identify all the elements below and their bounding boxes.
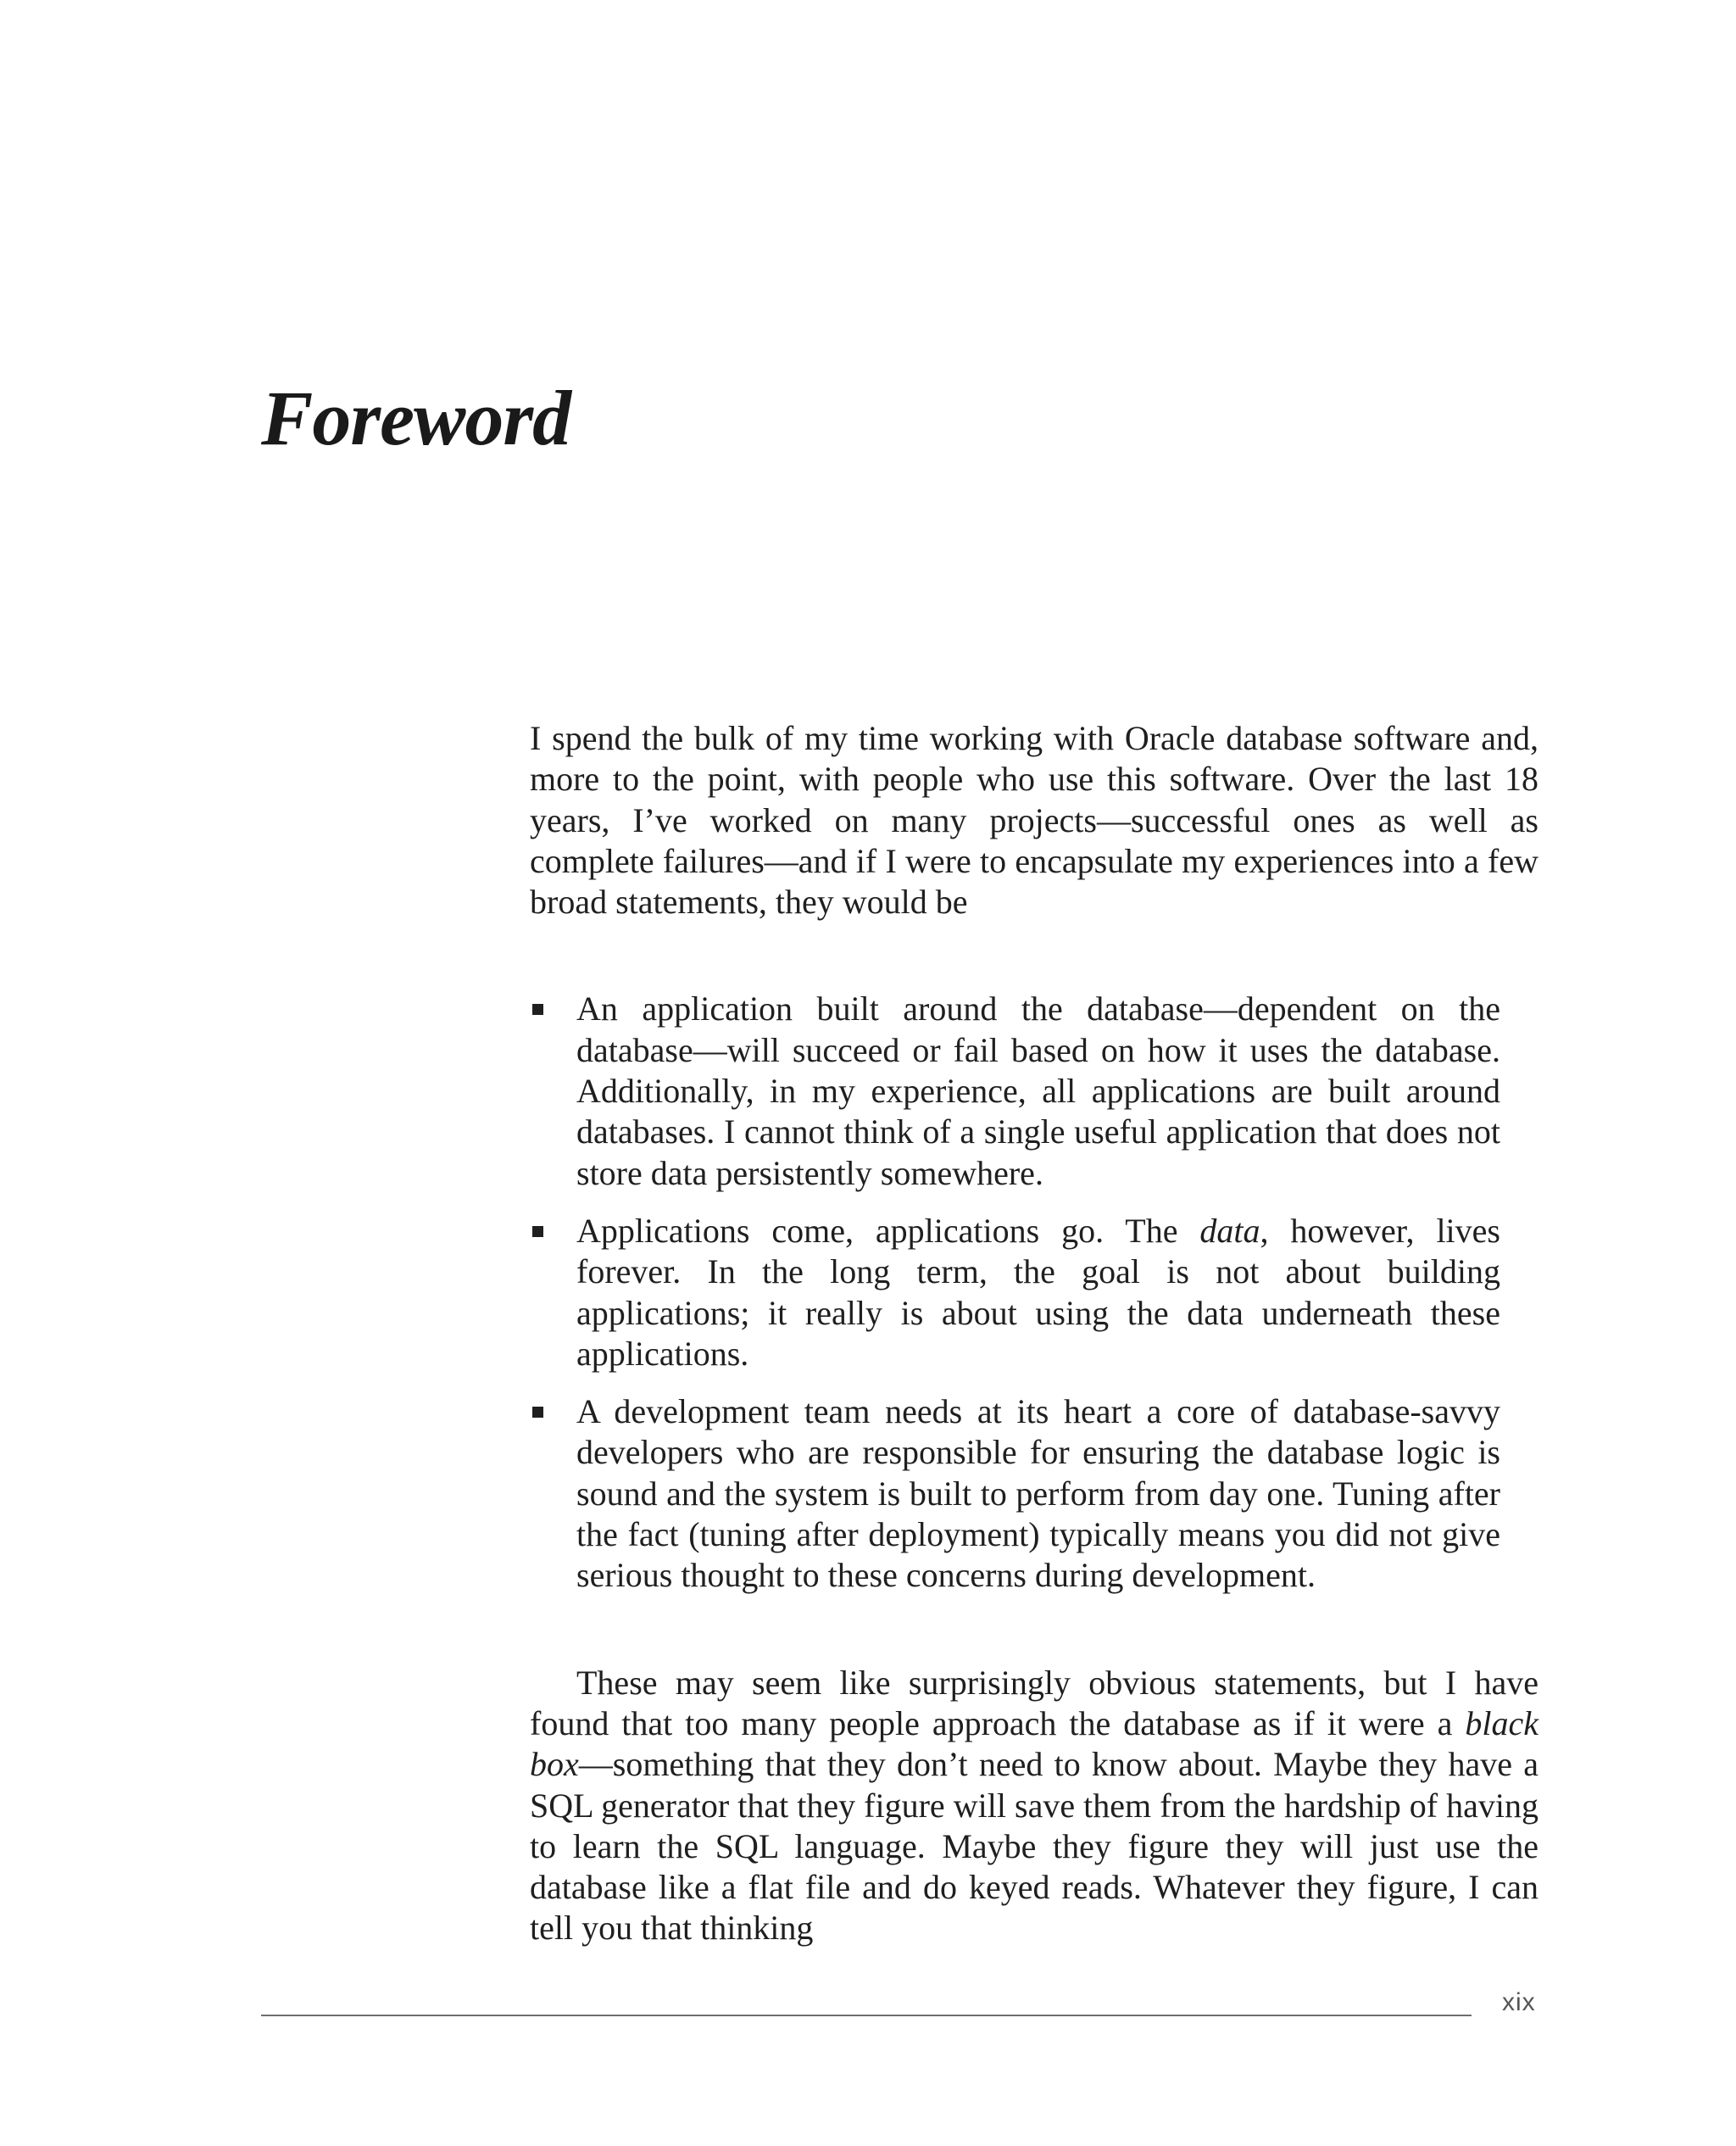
emphasis-data: data [1199, 1211, 1260, 1250]
list-item-text: An application built around the database—dependent on the database—will succeed or fail based on how it uses the database. Additionally, in my experience, all applications are built around databases. I cannot think of a single useful application that does not store data persistently somewhere. [576, 989, 1500, 1192]
statements-list [530, 989, 1538, 1596]
list-item [576, 1211, 1500, 1374]
square-bullet-icon [532, 1004, 543, 1015]
intro-paragraph: I spend the bulk of my time working with Oracle database software and, more to the point, with people who use this software. Over the last 18 years, I’ve worked on many projects—successful ones as well as complete failures—and if I were to encapsulate my experiences into a few broad statements, they would be [530, 719, 1538, 922]
square-bullet-icon [532, 1407, 543, 1418]
closing-paragraph [530, 1663, 1538, 1949]
square-bullet-icon [532, 1226, 543, 1237]
page-number: xix [1502, 1988, 1536, 2016]
emphasis-black-box: black box [530, 1703, 1538, 1784]
closing-text-start: These may seem like surprisingly obvious statements, but I have found that too many people approach the database as if it were a [530, 1663, 1538, 1742]
list-item [576, 1391, 1500, 1596]
list-item [576, 989, 1500, 1193]
footer-rule [261, 2015, 1472, 2016]
list-item-text: A development team needs at its heart a core of database-savvy developers who are responsible for ensuring the database logic is sound and the system is built to perform from day one. Tuning after the fact (tuning after deployment) typically means you did not give serious thought to these concerns during development. [576, 1392, 1500, 1595]
list-item-text-start: Applications come, applications go. The [576, 1211, 1200, 1250]
page-title: Foreword [261, 375, 571, 461]
closing-text-end: —something that they don’t need to know about. Maybe they have a SQL generator that they figure will save them from the hardship of having to learn the SQL language. Maybe they figure they will just use the database like a flat file and do keyed reads. Whatever they figure, I can tell you that thinking [530, 1745, 1538, 1948]
list-item-text-end: , however, lives forever. In the long term, the goal is not about building applications; it really is about using the data underneath these applications. [576, 1211, 1500, 1373]
foreword-body [530, 718, 1538, 1949]
